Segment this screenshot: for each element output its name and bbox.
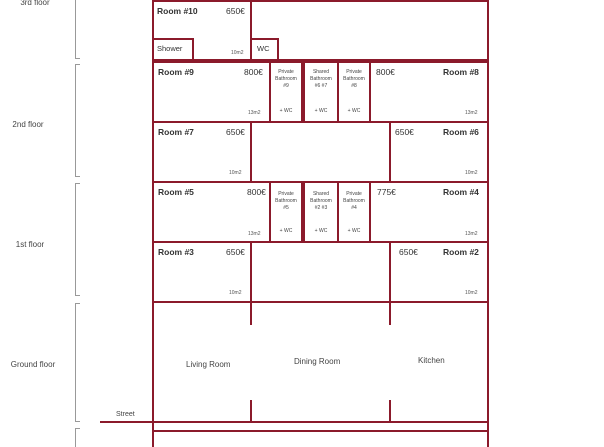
room-4-price: 775€: [377, 187, 396, 197]
room-3-wall: [250, 241, 252, 303]
room-9-name: Room #9: [158, 67, 194, 77]
room-3-price: 650€: [226, 247, 245, 257]
room-6-name: Room #6: [443, 127, 479, 137]
room-5-price: 800€: [247, 187, 266, 197]
room-3-area: 10m2: [229, 290, 242, 296]
ground-floor-bracket: [75, 303, 76, 421]
room-10-price: 650€: [226, 6, 245, 16]
room-8-name: Room #8: [443, 67, 479, 77]
ground-left-wall: [152, 301, 154, 422]
basement-left-wall: [152, 421, 154, 447]
first-floor-tick-top: [75, 183, 80, 184]
room-2-name: Room #2: [443, 247, 479, 257]
bath-1-1-text: Private Bathroom #5: [275, 191, 297, 211]
room-7-wall: [250, 121, 252, 183]
basement-right-wall: [487, 421, 489, 447]
bath-1-1-label: [271, 191, 301, 241]
room-5-name: Room #5: [158, 187, 194, 197]
third-floor-tick: [75, 58, 80, 59]
bath-1-2-text: Shared Bathroom #2 #3: [310, 191, 332, 211]
living-dining-stub-top: [250, 301, 252, 325]
bath-1-3-label: [339, 191, 369, 241]
third-floor-bracket: [75, 0, 76, 58]
room-2-wall: [389, 241, 391, 303]
first-floor-tick-bottom: [75, 295, 80, 296]
room-9-area: 13m2: [248, 110, 261, 116]
room-6-area: 10m2: [465, 170, 478, 176]
bath-1-2-wc: + WC: [314, 228, 328, 234]
kitchen-label: Kitchen: [418, 356, 445, 365]
bath-2-2-wc: + WC: [314, 108, 328, 114]
floor-label-second: 2nd floor: [12, 120, 44, 129]
bath-1-1-wc: + WC: [279, 228, 293, 234]
bath-1-3-text: Private Bathroom #4: [343, 191, 365, 211]
bath-2-3-wc: + WC: [347, 108, 361, 114]
room-2-area: 10m2: [465, 290, 478, 296]
room-8-area: 13m2: [465, 110, 478, 116]
floor-label-ground: Ground floor: [10, 360, 56, 369]
ground-floor-tick-bottom: [75, 421, 80, 422]
bath-2-1-label: [271, 69, 301, 121]
second-floor-tick-top: [75, 64, 80, 65]
basement-tick-top: [75, 428, 80, 429]
second-floor-tick-bottom: [75, 176, 80, 177]
dining-kitchen-stub-top: [389, 301, 391, 325]
first-floor-bracket: [75, 183, 76, 295]
third-floor-outline: [152, 0, 489, 61]
room-7-area: 10m2: [229, 170, 242, 176]
room-6-wall: [389, 121, 391, 183]
room-6-price: 650€: [395, 127, 414, 137]
room-4-area: 13m2: [465, 231, 478, 237]
floor-label-third: 3rd floor: [20, 0, 50, 7]
room-8-price: 800€: [376, 67, 395, 77]
ground-floor-tick-top: [75, 303, 80, 304]
shower-label: Shower: [157, 44, 183, 53]
ground-right-wall: [487, 301, 489, 422]
dining-kitchen-stub-bottom: [389, 400, 391, 422]
bath-1-2-label: [305, 191, 337, 241]
street-label: Street: [116, 411, 135, 418]
second-floor-bracket: [75, 64, 76, 176]
bath-2-3-label: [339, 69, 369, 121]
basement-ceiling: [152, 430, 489, 432]
room-5-area: 13m2: [248, 231, 261, 237]
bath-2-2-label: [305, 69, 337, 121]
street-line: [100, 421, 488, 423]
floor-label-first: 1st floor: [15, 240, 45, 249]
living-room-label: Living Room: [186, 360, 231, 369]
room-3-name: Room #3: [158, 247, 194, 257]
bath-2-3-text: Private Bathroom #8: [343, 69, 365, 89]
room-10-area: 10m2: [231, 50, 244, 56]
bath-2-1-wc: + WC: [279, 108, 293, 114]
basement-bracket: [75, 428, 76, 447]
living-dining-stub-bottom: [250, 400, 252, 422]
room-7-name: Room #7: [158, 127, 194, 137]
bath-1-3-wc: + WC: [347, 228, 361, 234]
room-10-name: Room #10: [157, 6, 198, 16]
room-7-price: 650€: [226, 127, 245, 137]
room-2-price: 650€: [399, 247, 418, 257]
room-9-price: 800€: [244, 67, 263, 77]
room-4-name: Room #4: [443, 187, 479, 197]
bath-2-1-text: Private Bathroom #9: [275, 69, 297, 89]
bath-2-2-text: Shared Bathroom #6 #7: [310, 69, 332, 89]
dining-room-label: Dining Room: [294, 357, 341, 366]
wc-label: WC: [257, 44, 270, 53]
